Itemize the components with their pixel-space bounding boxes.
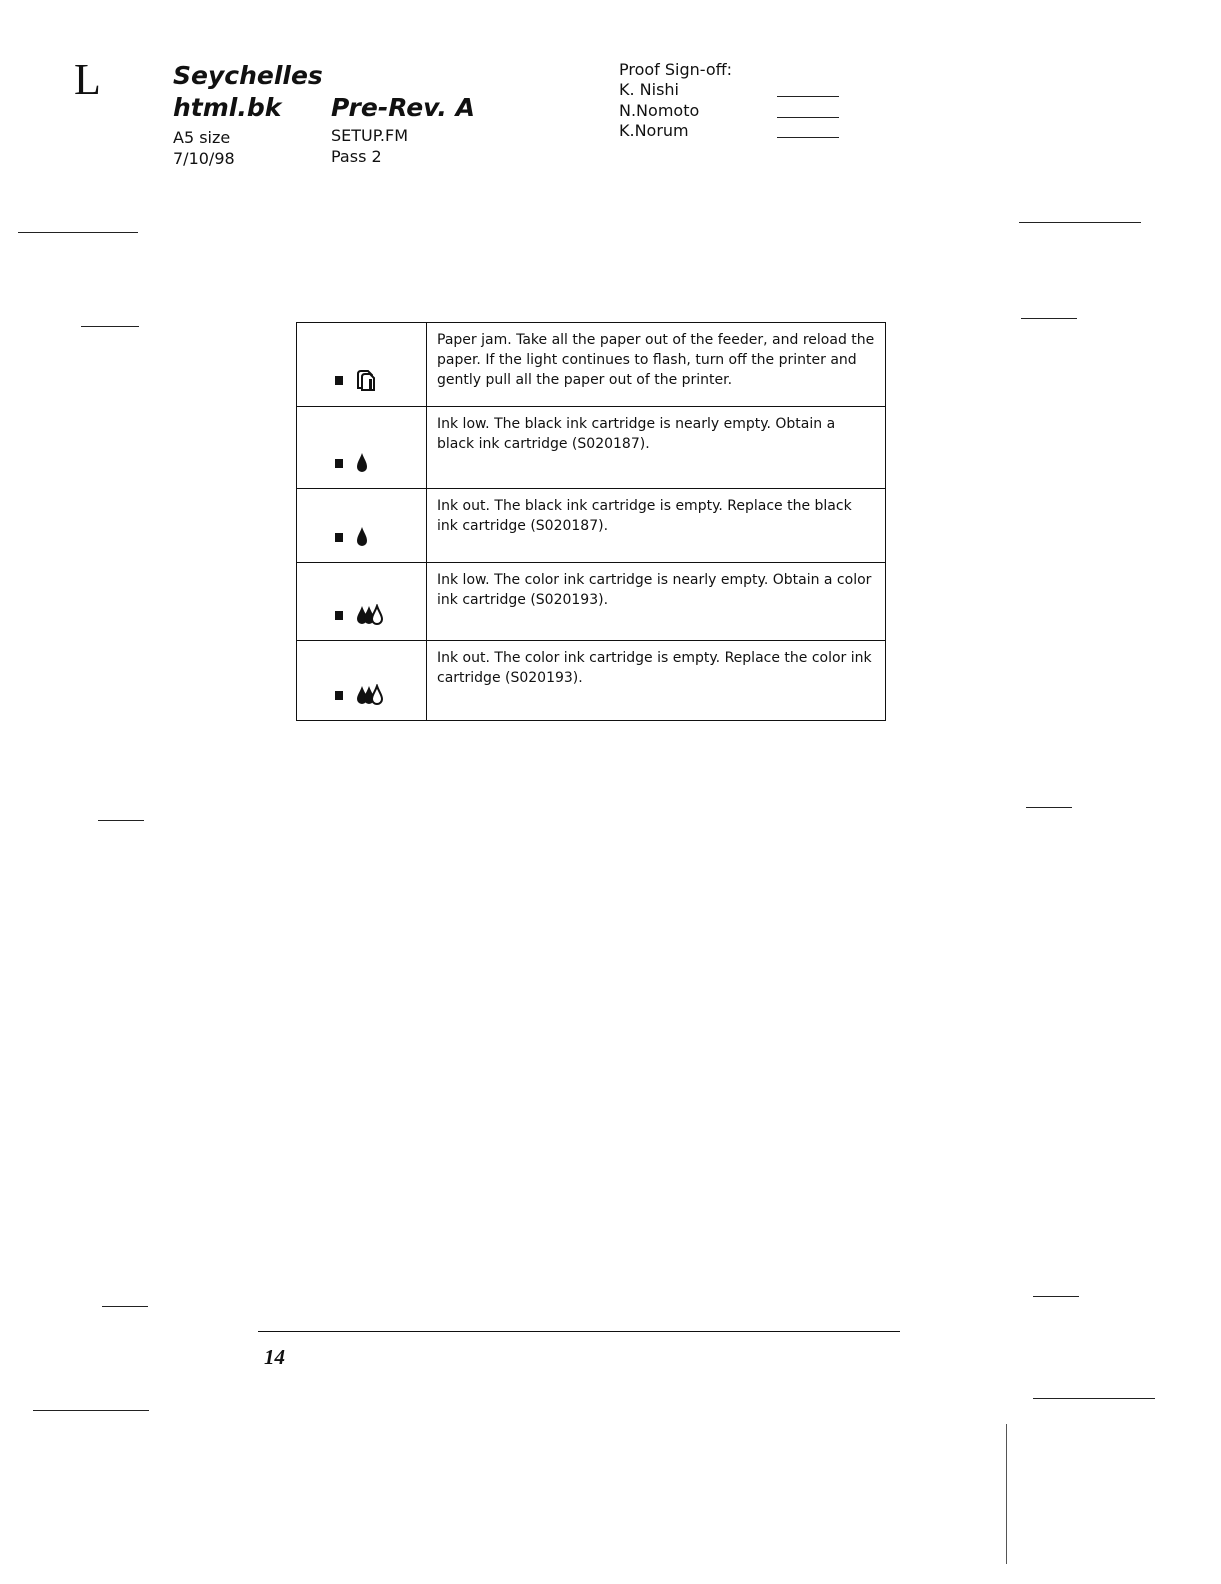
black-ink-drop-icon (355, 526, 369, 548)
status-light-table (296, 322, 886, 721)
light-off-square-icon (335, 376, 343, 385)
icon-cell (297, 323, 427, 407)
light-off-square-icon (335, 533, 343, 542)
status-description: Ink out. The color ink cartridge is empty. Replace the color ink cartridge (S020193). (427, 641, 886, 721)
proof-name: K.Norum (619, 121, 689, 140)
status-description: Ink low. The color ink cartridge is nearly empty. Obtain a color ink cartridge (S020193). (427, 563, 886, 641)
footer-rule (258, 1331, 900, 1332)
color-ink-drops-icon (355, 684, 385, 706)
revision-label: Pre-Rev. A (331, 93, 475, 122)
signature-line (777, 117, 839, 118)
crop-mark (33, 1410, 149, 1411)
chapter-file: SETUP.FM (331, 126, 408, 145)
header-date: 7/10/98 (173, 149, 235, 168)
crop-mark (18, 232, 138, 233)
status-description: Ink out. The black ink cartridge is empty. Replace the black ink cartridge (S020187). (427, 489, 886, 563)
table-row (297, 563, 886, 641)
crop-mark (1033, 1398, 1155, 1399)
book-file: html.bk (173, 93, 282, 122)
table-row (297, 489, 886, 563)
icon-cell (297, 563, 427, 641)
color-ink-drops-icon (355, 604, 385, 626)
crop-mark (1019, 222, 1141, 223)
icon-cell (297, 641, 427, 721)
table-row (297, 407, 886, 489)
paper-out-icon (355, 368, 377, 392)
proof-heading: Proof Sign-off: (619, 60, 733, 79)
signature-line (777, 137, 839, 138)
icon-cell (297, 489, 427, 563)
crop-mark (81, 326, 139, 327)
proof-name: N.Nomoto (619, 101, 700, 120)
crop-mark (102, 1306, 148, 1307)
light-off-square-icon (335, 691, 343, 700)
crop-mark (1021, 318, 1077, 319)
page-number: 14 (264, 1345, 285, 1369)
status-description: Ink low. The black ink cartridge is nearly empty. Obtain a black ink cartridge (S020187). (427, 407, 886, 489)
signature-line (777, 96, 839, 97)
crop-mark (1033, 1296, 1079, 1297)
crop-mark-vertical (1006, 1424, 1007, 1564)
pass-label: Pass 2 (331, 147, 382, 166)
crop-mark (98, 820, 144, 821)
book-title: Seychelles (173, 61, 323, 90)
table-row (297, 641, 886, 721)
status-description: Paper jam. Take all the paper out of the feeder, and reload the paper. If the light continues to flash, turn off the printer and gently pull all the paper out of the printer. (427, 323, 886, 407)
black-ink-drop-icon (355, 452, 369, 474)
crop-mark (1026, 807, 1072, 808)
light-off-square-icon (335, 459, 343, 468)
page-size: A5 size (173, 128, 231, 147)
proof-name: K. Nishi (619, 80, 679, 99)
icon-cell (297, 407, 427, 489)
light-off-square-icon (335, 611, 343, 620)
corner-letter: L (74, 55, 101, 104)
table-row (297, 323, 886, 407)
